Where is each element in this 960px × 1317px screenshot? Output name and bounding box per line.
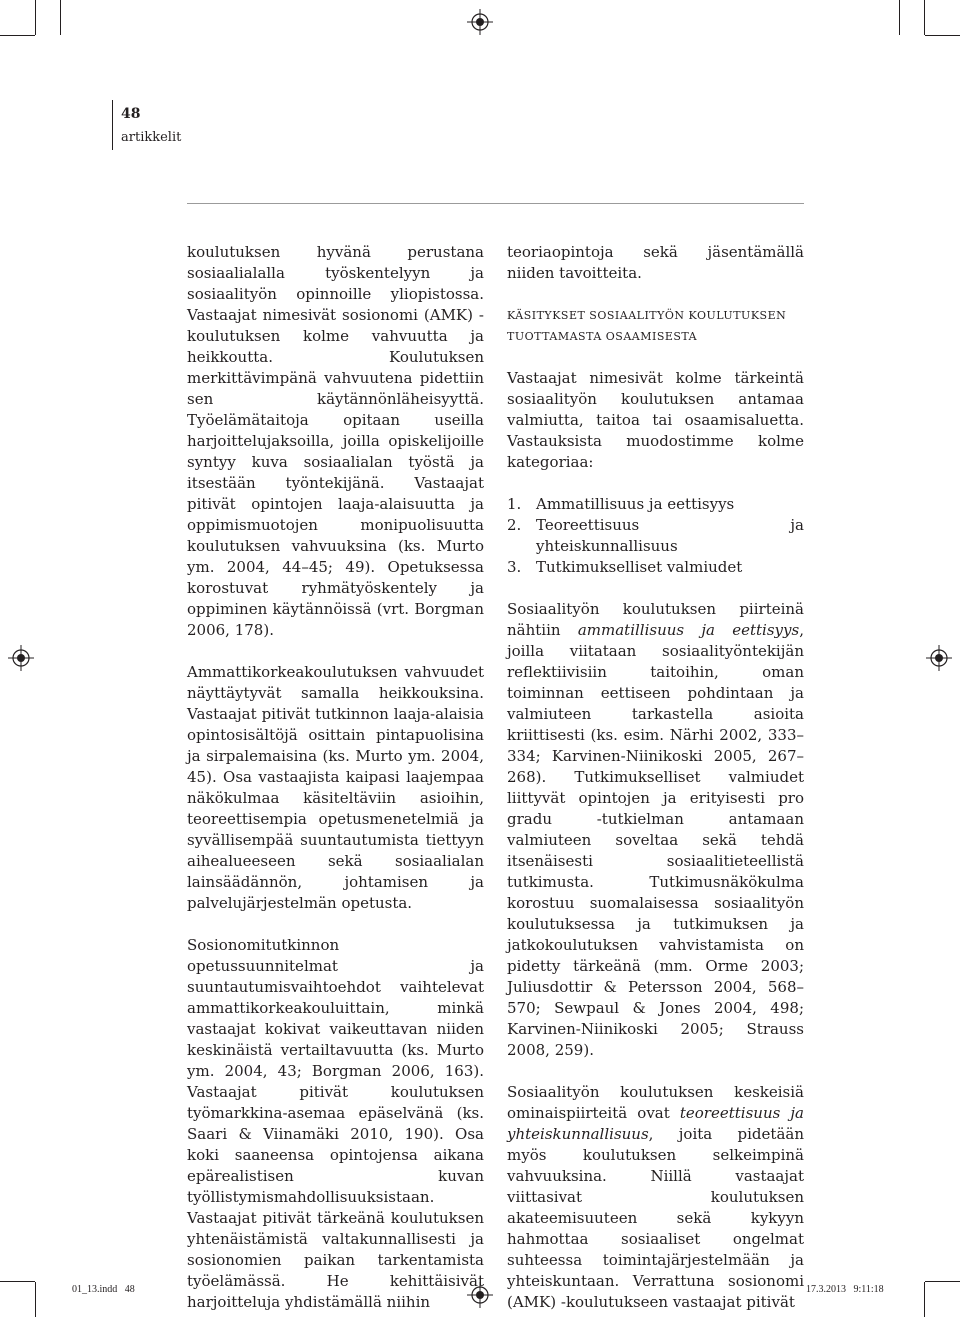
- list-item: 2. Teoreettisuus ja yhteiskunnallisuus: [507, 516, 804, 555]
- right-column: [507, 242, 804, 1313]
- right-paragraph-1: Vastaajat nimesivät kolme tärkeintä sosiaalityön koulutuksen antamaa valmiutta, taitoa tai osaamisaluetta. Vastauksista muodostimme kolme kategoriaa:: [507, 369, 804, 471]
- left-column: [187, 242, 484, 1313]
- crop-mark-top-right: [924, 0, 925, 35]
- page-number: 48: [121, 106, 141, 122]
- category-list: [507, 494, 804, 578]
- crop-mark-top-inner-left: [60, 0, 61, 35]
- section-subheading: [507, 305, 804, 347]
- list-item: 3. Tutkimukselliset valmiudet: [507, 558, 743, 576]
- right-paragraph-3: Sosiaalityön koulutuksen keskeisiä ominaispiirteitä ovat teoreettisuus ja yhteiskunnallisuus, joita pidetään myös koulutuksen selkeimpinä vahvuuksina. Niillä vastaajat viittasivat koulutuksen akateemisuuteen sekä kykyyn hahmottaa sosiaaliset ongelmat suhteessa toimintajärjestelmään ja yhteiskuntaan. Verrattuna sosionomi (AMK) -koulutukseen vastaajat pitivät: [507, 1083, 804, 1311]
- subheading-line-2: TUOTTAMASTA OSAAMISESTA: [507, 330, 698, 343]
- header-rule: [187, 203, 804, 204]
- left-paragraph-2: Ammattikorkeakoulutuksen vahvuudet näyttäytyvät samalla heikkouksina. Vastaajat pitivät tutkinnon laaja-alaisia opintosisältöjä osittain pintapuolisina ja sirpalemaisina (ks. Murto ym. 2004, 45). Osa vastaajista kaipasi laajempaa näkökulmaa käsiteltäviin asioihin, teoreettisempia opetusmenetelmiä ja syvällisempää suuntautumista tiettyyn aihealueeseen sekä sosiaalialan lainsäädännön, johtamisen ja palvelujärjestelmän opetusta.: [187, 663, 484, 912]
- right-paragraph-2: Sosiaalityön koulutuksen piirteinä nähtiin ammatillisuus ja eettisyys, joilla viitataan sosiaalityöntekijän reflektiivisiin taitoihin, oman toiminnan eettiseen pohdintaan ja valmiuteen tarkastella asioita kriittisesti (ks. esim. Närhi 2002, 333–334; Karvinen-Niinikoski 2005, 267–268). Tutkimukselliset valmiudet liittyvät opintojen ja erityisesti pro gradu -tutkielman antamaan valmiuteen soveltaa sekä tehdä itsenäisesti sosiaalitieteellistä tutkimusta. Tutkimusnäkökulma korostuu suomalaisessa sosiaalityön koulutuksessa ja tutkimuksen ja jatkokoulutuksen vahvistamista on pidetty tärkeänä (mm. Orme 2003; Juliusdottir & Petersson 2004, 568–570; Sewpaul & Jones 2004, 498; Karvinen-Niinikoski 2005; Strauss 2008, 259).: [507, 600, 804, 1059]
- registration-mark-top-icon: [467, 9, 493, 35]
- crop-mark-top-inner-right: [899, 0, 900, 35]
- crop-mark-top-left-h: [0, 35, 35, 36]
- registration-mark-right-icon: [926, 645, 952, 671]
- list-item: 1. Ammatillisuus ja eettisyys: [507, 495, 735, 513]
- footer-timestamp: 17.3.2013 9:11:18: [806, 1284, 884, 1295]
- crop-mark-bottom-left: [35, 1282, 36, 1317]
- crop-mark-bottom-right: [924, 1282, 925, 1317]
- footer-file-name: 01_13.indd 48: [72, 1284, 135, 1295]
- crop-mark-bottom-right-h: [925, 1281, 960, 1282]
- left-paragraph-1: koulutuksen hyvänä perustana sosiaalialalla työskentelyyn ja sosiaalityön opinnoille yliopistossa. Vastaajat nimesivät sosionomi (AMK) -koulutuksen kolme vahvuutta ja heikkoutta. Koulutuksen merkittävimpänä vahvuutena pidettiin sen käytännönläheisyyttä. Työelämätaitoja opitaan useilla harjoittelujaksoilla, joilla opiskelijoille syntyy kuva sosiaalialan työstä ja itsestään työntekijänä. Vastaajat pitivät opintojen laaja-alaisuutta ja oppimismuotojen monipuolisuutta koulutuksen vahvuuksina (ks. Murto ym. 2004, 44–45; 49). Opetuksessa korostuvat ryhmätyöskentely ja oppiminen käytännöissä (vrt. Borgman 2006, 178).: [187, 243, 484, 639]
- crop-mark-top-right-h: [925, 35, 960, 36]
- section-label: artikkelit: [121, 130, 182, 145]
- header-side-rule: [112, 100, 113, 150]
- left-paragraph-3: Sosionomitutkinnon opetussuunnitelmat ja suuntautumisvaihtoehdot vaihtelevat ammattikorkeakouluittain, minkä vastaajat kokivat vaikeuttavan niiden keskinäistä vertailtavuutta (ks. Murto ym. 2004, 43; Borgman 2006, 163). Vastaajat pitivät koulutuksen työmarkkina-asemaa epäselvänä (ks. Saari & Viinamäki 2010, 190). Osa koki saaneensa opintojensa aikana epärealistisen kuvan työllistymismahdollisuuksistaan. Vastaajat pitivät tärkeänä koulutuksen yhtenäistämistä valtakunnallisesti ja sosionomien paikan tarkentamista työelämässä. He kehittäisivät harjoitteluja yhdistämällä niihin: [187, 936, 484, 1311]
- subheading-line-1: KÄSITYKSET SOSIAALITYÖN KOULUTUKSEN: [507, 309, 787, 322]
- registration-mark-left-icon: [8, 645, 34, 671]
- crop-mark-top-left: [35, 0, 36, 35]
- crop-mark-bottom-left-h: [0, 1281, 35, 1282]
- right-paragraph-0: teoriaopintoja sekä jäsentämällä niiden tavoitteita.: [507, 243, 804, 282]
